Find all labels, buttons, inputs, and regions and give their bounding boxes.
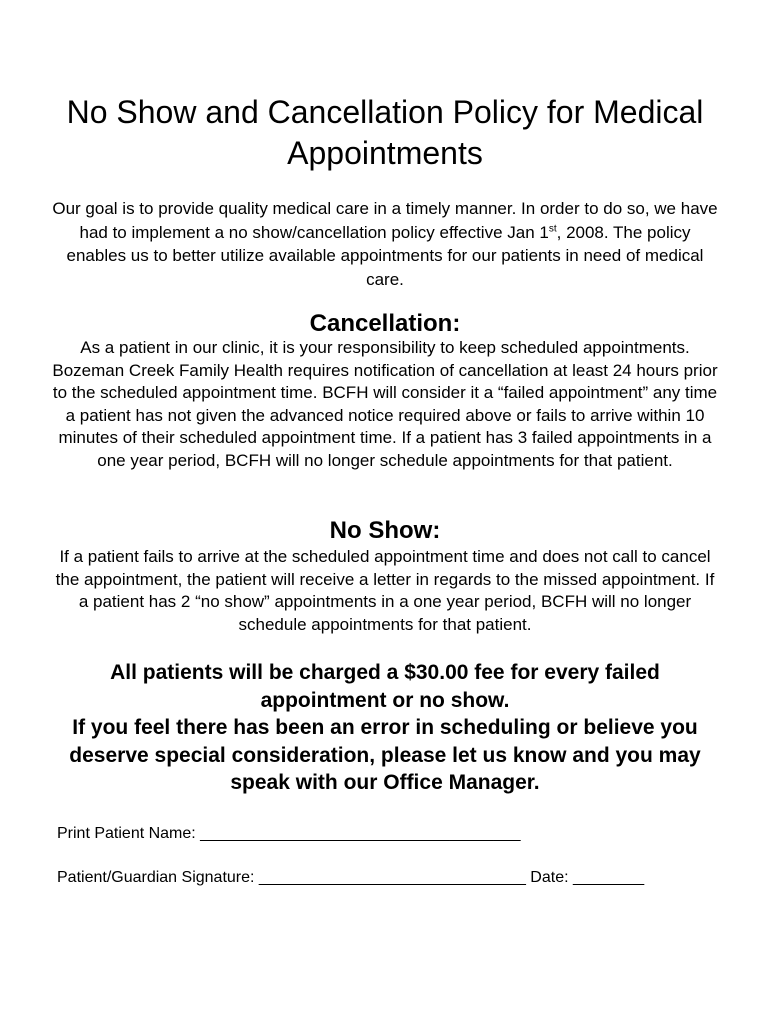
- cancellation-body: As a patient in our clinic, it is your responsibility to keep scheduled appointments. Bozeman Creek Family Health requires notification of cancellation at least 24 hours prior to the scheduled appointment time. BCFH will consider it a “failed appointment” any time a patient has not given the advanced notice required above or fails to arrive within 10 minutes of their scheduled appointment time. If a patient has 3 failed appointments in a one year period, BCFH will no longer schedule appointments for that patient.: [52, 338, 718, 470]
- fee-notice-line-1: All patients will be charged a $30.00 fee for every failed appointment or no show.: [110, 661, 660, 712]
- fee-notice-line-2: If you feel there has been an error in scheduling or believe you deserve special consideration, please let us know and you may speak with our Office Manager.: [69, 716, 701, 794]
- no-show-heading: No Show:: [329, 517, 441, 544]
- intro-text-end: , 2008. The policy enables us to better utilize available appointments for our patients in need of medical care.: [66, 222, 704, 289]
- fee-notice: [50, 659, 720, 797]
- intro-text-start: Our goal is to provide quality medical care in a timely manner. In order to do so, we have had to implement a no show/cancellation policy effective Jan 1: [52, 199, 718, 242]
- page-title: No Show and Cancellation Policy for Medical Appointments: [66, 94, 704, 171]
- intro-paragraph: [50, 197, 720, 291]
- no-show-body: If a patient fails to arrive at the scheduled appointment time and does not call to cancel the appointment, the patient will receive a letter in regards to the missed appointment. If a patient has 2 “no show” appointments in a one year period, BCFH will no longer schedule appointments for that patient.: [55, 547, 715, 634]
- cancellation-heading: Cancellation:: [309, 310, 461, 337]
- intro-superscript: st: [548, 222, 557, 234]
- signature-date-field: Patient/Guardian Signature: ______________________________ Date: ________: [57, 869, 645, 886]
- patient-name-field: Print Patient Name: ____________________________________: [57, 825, 521, 842]
